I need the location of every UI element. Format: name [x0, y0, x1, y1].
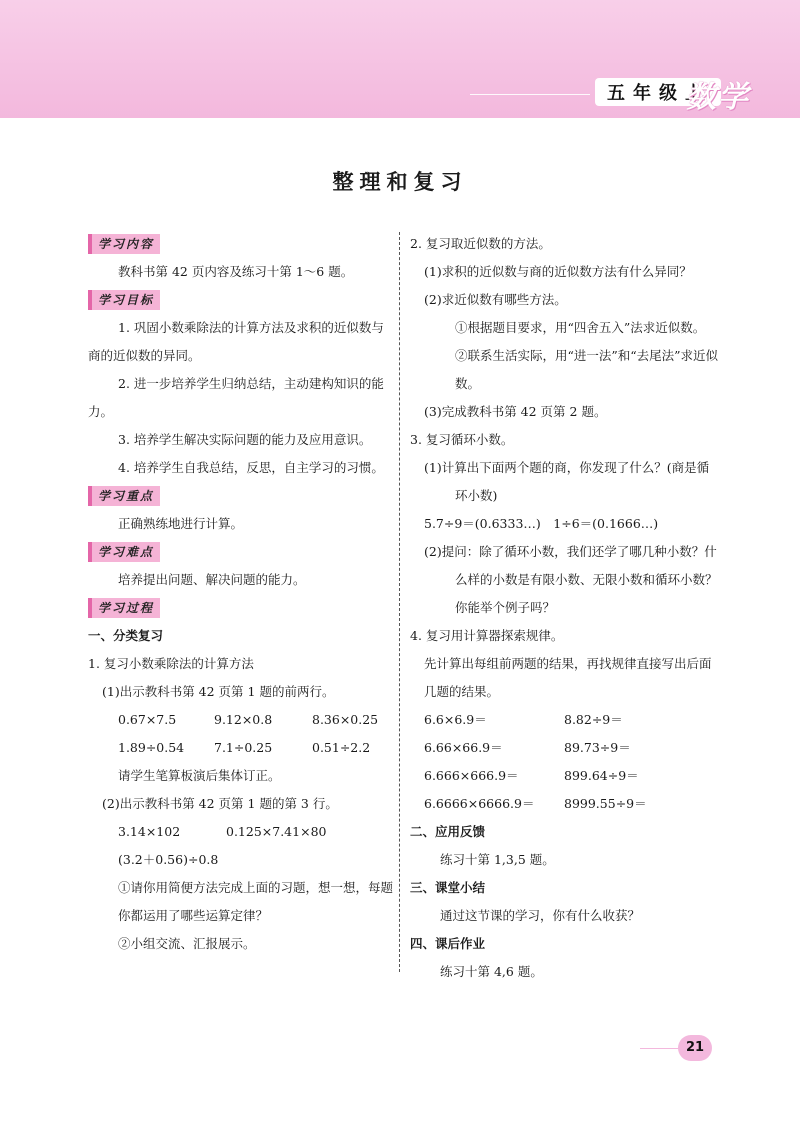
- grade-label: 五年级上: [607, 83, 711, 104]
- calc-row: [410, 734, 720, 762]
- expr: 3.14×102: [118, 824, 181, 839]
- item-3-2a: (2)提问：除了循环小数，我们还学了哪几种小数？什: [424, 544, 717, 559]
- page-number: 21: [678, 1035, 712, 1061]
- item-2-1: (1)求积的近似数与商的近似数方法有什么异同？: [424, 264, 692, 279]
- item-2-2b-b: 数。: [455, 376, 481, 391]
- right-column: [410, 230, 720, 986]
- expr-row-2: [88, 734, 388, 762]
- goal-1b: 商的近似数的异同。: [88, 348, 201, 363]
- heading-process: 学习过程: [88, 598, 160, 618]
- goal-4: 4. 培养学生自我总结，反思，自主学习的习惯。: [118, 460, 384, 475]
- question-2: ②小组交流、汇报展示。: [118, 936, 256, 951]
- calc-row: [410, 706, 720, 734]
- expr: 0.51÷2.2: [312, 740, 371, 755]
- section-3: 三、课堂小结: [410, 880, 486, 895]
- item-3: 3. 复习循环小数。: [410, 432, 514, 447]
- section-4: 四、课后作业: [410, 936, 486, 951]
- item-2: 2. 复习取近似数的方法。: [410, 236, 551, 251]
- heading-goals: 学习目标: [88, 290, 160, 310]
- question-1a: ①请你用简便方法完成上面的习题，想一想，每题: [118, 880, 394, 895]
- expr-row-3: [88, 818, 388, 846]
- calc-expr: 6.666×666.9＝: [424, 768, 519, 783]
- item-2-3: (3)完成教科书第 42 页第 2 题。: [424, 404, 607, 419]
- page-title: 整理和复习: [332, 170, 468, 194]
- expr: 0.125×7.41×80: [226, 824, 327, 839]
- calc-expr: 6.6×6.9＝: [424, 712, 487, 727]
- item-3-2b: 么样的小数是有限小数、无限小数和循环小数？: [455, 572, 718, 587]
- calc-expr: 8999.55÷9＝: [564, 796, 647, 811]
- expr-row-4: (3.2＋0.56)÷0.8: [118, 852, 219, 867]
- item-1: 1. 复习小数乘除法的计算方法: [88, 656, 254, 671]
- calc-expr: 899.64÷9＝: [564, 768, 639, 783]
- item-3-expr: 5.7÷9＝(0.6333…) 1÷6＝(0.1666…): [424, 516, 659, 531]
- section-4-text: 练习十第 4,6 题。: [440, 964, 543, 979]
- item-2-2a: ①根据题目要求，用“四舍五入”法求近似数。: [455, 320, 706, 335]
- section-2-text: 练习十第 1,3,5 题。: [440, 852, 555, 867]
- expr: 1.89÷0.54: [118, 740, 185, 755]
- item-2-2: (2)求近似数有哪些方法。: [424, 292, 567, 307]
- heading-content: 学习内容: [88, 234, 160, 254]
- calc-row: [410, 790, 720, 818]
- expr: 9.12×0.8: [214, 712, 273, 727]
- goal-2a: 2. 进一步培养学生归纳总结，主动建构知识的能: [118, 376, 384, 391]
- calc-expr: 6.66×66.9＝: [424, 740, 503, 755]
- goal-3: 3. 培养学生解决实际问题的能力及应用意识。: [118, 432, 372, 447]
- item-4a: 先计算出每组前两题的结果，再找规律直接写出后面: [424, 656, 712, 671]
- key-text: 正确熟练地进行计算。: [118, 516, 244, 531]
- goal-2b: 力。: [88, 404, 114, 419]
- column-divider: [399, 232, 400, 972]
- question-1b: 你都运用了哪些运算定律？: [118, 908, 269, 923]
- expr: 0.67×7.5: [118, 712, 177, 727]
- content-text: 教科书第 42 页内容及练习十第 1～6 题。: [118, 264, 354, 279]
- item-3-1b: 环小数): [455, 488, 498, 503]
- goal-1a: 1. 巩固小数乘除法的计算方法及求积的近似数与: [118, 320, 384, 335]
- difficulty-text: 培养提出问题、解决问题的能力。: [118, 572, 306, 587]
- section-3-text: 通过这节课的学习，你有什么收获？: [440, 908, 641, 923]
- item-4: 4. 复习用计算器探索规律。: [410, 628, 564, 643]
- item-2-2b-a: ②联系生活实际，用“进一法”和“去尾法”求近似: [455, 348, 719, 363]
- item-3-1a: (1)计算出下面两个题的商，你发现了什么？(商是循: [424, 460, 710, 475]
- expr: 8.36×0.25: [312, 712, 379, 727]
- calc-expr: 8.82÷9＝: [564, 712, 623, 727]
- section-1: 一、分类复习: [88, 628, 164, 643]
- subject-label: 数学: [686, 80, 750, 115]
- left-column: [88, 230, 394, 958]
- item-1-2: (2)出示教科书第 42 页第 1 题的第 3 行。: [102, 796, 338, 811]
- item-4b: 几题的结果。: [424, 684, 500, 699]
- page-number-line: [640, 1048, 680, 1049]
- expr-row-1: [88, 706, 388, 734]
- item-1-1: (1)出示教科书第 42 页第 1 题的前两行。: [102, 684, 335, 699]
- note-1: 请学生笔算板演后集体订正。: [118, 768, 281, 783]
- header-band: [0, 0, 800, 118]
- section-2: 二、应用反馈: [410, 824, 486, 839]
- calc-expr: 6.6666×6666.9＝: [424, 796, 535, 811]
- calc-row: [410, 762, 720, 790]
- calc-expr: 89.73÷9＝: [564, 740, 631, 755]
- heading-difficulty: 学习难点: [88, 542, 160, 562]
- header-decoration: [470, 70, 800, 115]
- header-line: [470, 94, 590, 95]
- heading-key: 学习重点: [88, 486, 160, 506]
- expr: 7.1÷0.25: [214, 740, 273, 755]
- item-3-2c: 你能举个例子吗？: [455, 600, 556, 615]
